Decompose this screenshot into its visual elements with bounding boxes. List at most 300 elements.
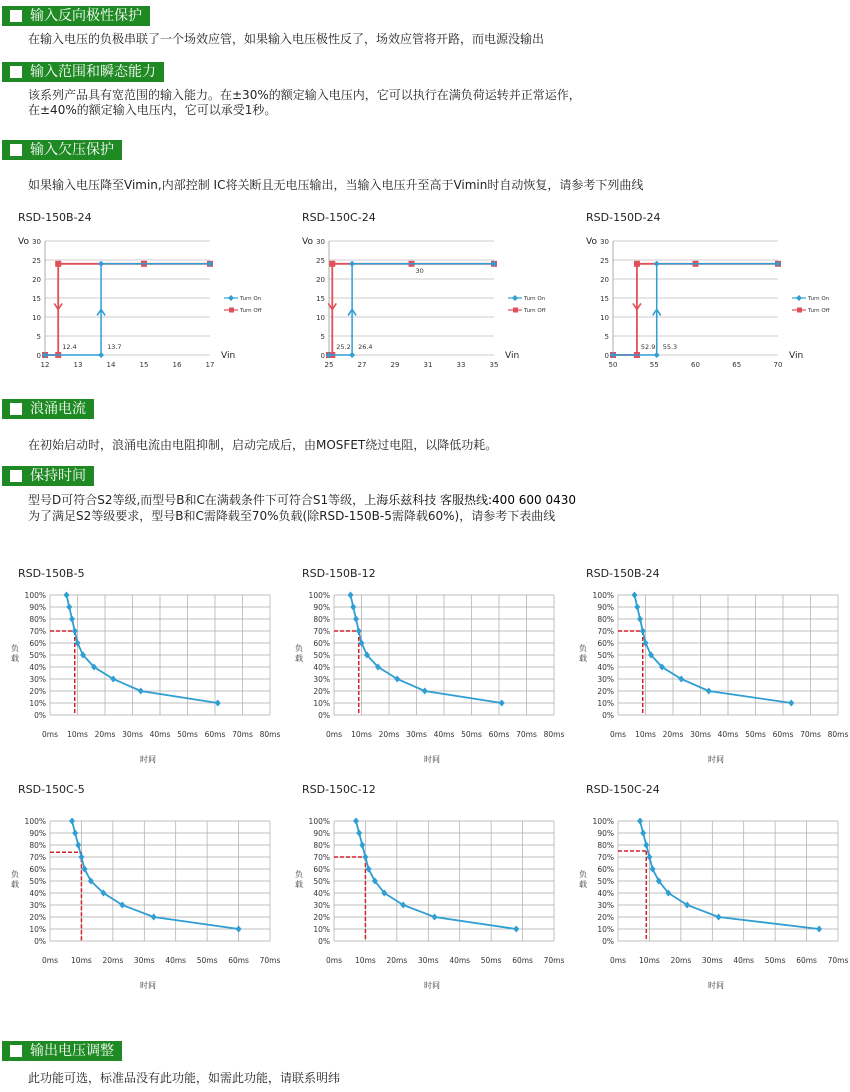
x-tick-label: 30ms: [690, 730, 711, 739]
section-title: 浪涌电流: [30, 401, 86, 417]
section-header-holdup: [2, 466, 94, 486]
x-tick-label: 30ms: [701, 956, 723, 965]
turn-on-marker: [349, 261, 355, 267]
x-tick-label: 60ms: [204, 730, 226, 739]
x-tick-label: 60ms: [772, 730, 794, 739]
legend-turn-off-marker: [797, 308, 802, 313]
y-tick-label: 10%: [29, 925, 46, 934]
holdup-data-point: [716, 914, 722, 921]
chart-title: RSD-150C-5: [18, 783, 85, 796]
input-range-text-2: 在±40%的额定输入电压内，它可以承受1秒。: [28, 103, 277, 117]
y-tick-label: 5: [320, 333, 325, 341]
holdup-text-1: [28, 493, 576, 508]
holdup-text-2: 为了满足S2等级要求，型号B和C需降载至70%负载(除RSD-150B-5需降载60%)，请参考下表曲线: [28, 509, 556, 523]
y-axis-label: 负: [11, 644, 19, 653]
holdup-data-point: [72, 628, 78, 635]
y-tick-label: 80%: [313, 841, 330, 850]
square-bullet-icon: [10, 144, 22, 156]
y-tick-label: 70%: [597, 627, 614, 636]
turn-on-marker: [654, 352, 660, 358]
x-tick-label: 0ms: [326, 956, 342, 965]
chart-title: RSD-150C-12: [302, 783, 376, 796]
x-axis-label: 时间: [708, 981, 724, 990]
x-tick-label: 27: [357, 361, 367, 369]
uvp-chart-d24: [568, 230, 838, 380]
holdup-chart-b5: [0, 585, 285, 765]
x-tick-label: 20ms: [670, 956, 692, 965]
holdup-curve: [72, 821, 239, 929]
y-tick-label: 40%: [597, 889, 614, 898]
y-tick-label: 100%: [308, 817, 330, 826]
x-tick-label: 0ms: [326, 730, 342, 739]
y-tick-label: 100%: [24, 591, 46, 600]
turn-on-marker: [98, 261, 104, 267]
x-tick-label: 60ms: [512, 956, 533, 965]
x-axis-label: Vin: [505, 351, 520, 361]
y-tick-label: 20%: [597, 687, 614, 696]
section-title: 输出电压调整: [30, 1043, 114, 1059]
x-tick-label: 30ms: [122, 730, 143, 739]
y-tick-label: 100%: [592, 591, 614, 600]
x-axis-label: 时间: [140, 981, 156, 990]
y-tick-label: 90%: [313, 829, 330, 838]
x-tick-label: 50ms: [480, 956, 502, 965]
y-axis-label: 负: [11, 870, 19, 879]
x-tick-label: 15: [139, 361, 149, 369]
turn-on-marker: [349, 352, 355, 358]
holdup-data-point: [422, 688, 428, 695]
x-tick-label: 70ms: [800, 730, 821, 739]
x-tick-label: 60ms: [228, 956, 249, 965]
y-tick-label: 10%: [597, 925, 614, 934]
holdup-data-point: [706, 688, 712, 695]
y-tick-label: 10%: [29, 699, 46, 708]
chart-title: RSD-150C-24: [302, 211, 376, 224]
chart-title: RSD-150B-24: [18, 211, 92, 224]
y-tick-label: 0: [320, 352, 325, 360]
y-tick-label: 50%: [313, 877, 330, 886]
y-tick-label: 70%: [29, 627, 46, 636]
x-axis-label: Vin: [221, 351, 236, 361]
x-tick-label: 50ms: [745, 730, 766, 739]
x-tick-label: 40ms: [717, 730, 739, 739]
x-tick-label: 70: [773, 361, 783, 369]
holdup-chart-c5: [0, 811, 285, 991]
x-tick-label: 70ms: [516, 730, 537, 739]
y-tick-label: 40%: [313, 889, 330, 898]
y-tick-label: 15: [316, 295, 325, 303]
legend-turn-on-marker: [228, 295, 234, 301]
turn-on-marker: [654, 261, 660, 267]
x-tick-label: 70ms: [259, 956, 281, 965]
holdup-data-point: [499, 700, 505, 707]
holdup-curve: [351, 595, 502, 703]
holdup-data-point: [362, 854, 368, 861]
square-bullet-icon: [10, 470, 22, 482]
y-tick-label: 25: [32, 257, 41, 265]
y-tick-label: 20%: [597, 913, 614, 922]
section-header-inrush: [2, 399, 94, 419]
y-tick-label: 25: [316, 257, 325, 265]
y-tick-label: 30: [600, 238, 609, 246]
x-tick-label: 50ms: [196, 956, 218, 965]
section-title: 保持时间: [30, 468, 86, 484]
square-bullet-icon: [10, 66, 22, 78]
y-tick-label: 0: [36, 352, 41, 360]
y-tick-label: 100%: [592, 817, 614, 826]
holdup-curve: [67, 595, 218, 703]
turn-off-marker: [55, 261, 61, 267]
y-tick-label: 30%: [597, 901, 614, 910]
y-tick-label: 0: [604, 352, 609, 360]
y-tick-label: 20: [316, 276, 325, 284]
y-tick-label: 50%: [597, 651, 614, 660]
y-tick-label: 40%: [597, 663, 614, 672]
y-tick-label: 60%: [29, 639, 46, 648]
x-tick-label: 10ms: [639, 956, 660, 965]
holdup-chart-b24: [568, 585, 848, 765]
y-tick-label: 25: [600, 257, 609, 265]
holdup-data-point: [634, 604, 640, 611]
y-tick-label: 80%: [597, 615, 614, 624]
x-tick-label: 0ms: [610, 730, 626, 739]
y-tick-label: 30%: [313, 901, 330, 910]
section-title: 输入欠压保护: [30, 142, 114, 158]
x-tick-label: 40ms: [433, 730, 455, 739]
holdup-text-1-main: 型号D可符合S2等级,而型号B和C在满载条件下可符合S1等级，: [28, 493, 365, 507]
y-tick-label: 20%: [29, 687, 46, 696]
y-tick-label: 30: [32, 238, 41, 246]
legend-label: Turn Off: [524, 308, 546, 314]
threshold-label: 12.4: [62, 343, 77, 351]
y-axis-label: 载: [579, 654, 587, 663]
x-tick-label: 50: [608, 361, 618, 369]
x-tick-label: 60: [691, 361, 700, 369]
holdup-data-point: [151, 914, 157, 921]
y-tick-label: 100%: [24, 817, 46, 826]
y-tick-label: 80%: [313, 615, 330, 624]
holdup-data-point: [816, 926, 822, 933]
holdup-data-point: [640, 628, 646, 635]
y-tick-label: 10: [600, 314, 609, 322]
holdup-curve: [356, 821, 516, 929]
x-tick-label: 10ms: [355, 956, 376, 965]
output-adjust-text: 此功能可选，标准品没有此功能，如需此功能，请联系明纬: [28, 1071, 341, 1085]
inrush-text: 在初始启动时，浪涌电流由电阻抑制，启动完成后，由MOSFET绕过电阻，以降低功耗。: [28, 438, 498, 452]
holdup-chart-c12: [284, 811, 569, 991]
section-title: 输入反向极性保护: [30, 8, 142, 24]
holdup-data-point: [72, 830, 78, 837]
y-tick-label: 5: [36, 333, 41, 341]
x-tick-label: 20ms: [94, 730, 116, 739]
y-tick-label: 15: [32, 295, 41, 303]
y-tick-label: 30%: [597, 675, 614, 684]
y-tick-label: 10%: [313, 925, 330, 934]
x-axis-label: 时间: [708, 755, 724, 764]
x-tick-label: 16: [172, 361, 182, 369]
y-tick-label: 80%: [29, 615, 46, 624]
square-bullet-icon: [10, 403, 22, 415]
y-tick-label: 10%: [597, 699, 614, 708]
x-tick-label: 50ms: [461, 730, 482, 739]
uvp-chart-b24: [0, 230, 270, 380]
holdup-curve: [640, 821, 819, 929]
x-tick-label: 70ms: [543, 956, 565, 965]
y-tick-label: 0%: [34, 937, 46, 946]
holdup-data-point: [643, 842, 649, 849]
holdup-data-point: [356, 830, 362, 837]
holdup-data-point: [394, 676, 400, 683]
x-tick-label: 10ms: [67, 730, 88, 739]
x-tick-label: 17: [205, 361, 215, 369]
y-tick-label: 40%: [29, 889, 46, 898]
turn-on-series-line: [329, 264, 494, 355]
y-tick-label: 60%: [313, 865, 330, 874]
y-tick-label: 90%: [29, 829, 46, 838]
legend-label: Turn Off: [808, 308, 830, 314]
holdup-chart-b12: [284, 585, 569, 765]
legend-label: Turn Off: [240, 308, 262, 314]
holdup-data-point: [69, 616, 75, 623]
y-axis-label: 载: [579, 880, 587, 889]
legend-label: Turn On: [524, 296, 546, 302]
y-axis-label: Vo: [586, 237, 597, 247]
turn-off-marker: [634, 261, 640, 267]
turn-on-marker: [98, 352, 104, 358]
x-tick-label: 25: [324, 361, 334, 369]
holdup-data-point: [110, 676, 116, 683]
threshold-label: 13.7: [107, 343, 122, 351]
x-tick-label: 80ms: [543, 730, 565, 739]
y-axis-label: 载: [295, 880, 303, 889]
x-tick-label: 20ms: [378, 730, 400, 739]
turn-on-series-line: [45, 264, 210, 355]
holdup-data-point: [640, 830, 646, 837]
point-label: 30: [415, 266, 424, 275]
x-tick-label: 10ms: [71, 956, 92, 965]
x-tick-label: 60ms: [488, 730, 510, 739]
x-tick-label: 40ms: [149, 730, 171, 739]
y-tick-label: 40%: [313, 663, 330, 672]
holdup-data-point: [356, 628, 362, 635]
section-header-undervoltage: [2, 140, 122, 160]
y-tick-label: 90%: [29, 603, 46, 612]
x-tick-label: 30ms: [133, 956, 155, 965]
y-tick-label: 60%: [597, 639, 614, 648]
y-tick-label: 60%: [313, 639, 330, 648]
holdup-data-point: [637, 818, 643, 825]
holdup-data-point: [788, 700, 794, 707]
y-tick-label: 50%: [597, 877, 614, 886]
section-header-output-adjust: [2, 1041, 122, 1061]
chart-title: RSD-150C-24: [586, 783, 660, 796]
x-tick-label: 30ms: [417, 956, 439, 965]
x-tick-label: 35: [489, 361, 499, 369]
y-axis-label: Vo: [302, 237, 313, 247]
x-tick-label: 65: [732, 361, 742, 369]
x-tick-label: 12: [40, 361, 50, 369]
chart-title: RSD-150B-24: [586, 567, 660, 580]
x-tick-label: 20ms: [102, 956, 124, 965]
legend-label: Turn On: [240, 296, 262, 302]
y-tick-label: 80%: [29, 841, 46, 850]
y-tick-label: 10: [32, 314, 41, 322]
holdup-data-point: [432, 914, 438, 921]
x-tick-label: 55: [649, 361, 659, 369]
x-tick-label: 70ms: [232, 730, 253, 739]
y-tick-label: 90%: [597, 603, 614, 612]
y-axis-label: 负: [295, 870, 303, 879]
y-axis-label: 负: [579, 870, 587, 879]
hotline-text: 上海乐兹科技 客服热线:400 600 0430: [364, 493, 577, 507]
y-tick-label: 5: [604, 333, 609, 341]
x-tick-label: 31: [423, 361, 433, 369]
y-tick-label: 70%: [313, 627, 330, 636]
holdup-data-point: [64, 592, 70, 599]
y-tick-label: 40%: [29, 663, 46, 672]
y-tick-label: 30: [316, 238, 325, 246]
x-tick-label: 40ms: [733, 956, 755, 965]
x-tick-label: 40ms: [165, 956, 187, 965]
y-tick-label: 50%: [29, 651, 46, 660]
holdup-data-point: [348, 592, 354, 599]
y-tick-label: 20%: [313, 687, 330, 696]
holdup-data-point: [637, 616, 643, 623]
y-tick-label: 30%: [313, 675, 330, 684]
x-tick-label: 60ms: [796, 956, 817, 965]
y-tick-label: 0%: [318, 937, 330, 946]
x-axis-label: Vin: [789, 351, 804, 361]
undervoltage-text: 如果输入电压降至Vimin,内部控制 IC将关断且无电压输出，当输入电压升至高于Vimin时自动恢复，请参考下列曲线: [28, 178, 644, 192]
x-tick-label: 30ms: [406, 730, 427, 739]
y-tick-label: 20%: [313, 913, 330, 922]
x-axis-label: 时间: [140, 755, 156, 764]
x-tick-label: 0ms: [42, 956, 58, 965]
y-axis-label: Vo: [18, 237, 29, 247]
y-tick-label: 100%: [308, 591, 330, 600]
holdup-data-point: [75, 842, 81, 849]
turn-off-marker: [329, 261, 335, 267]
y-tick-label: 20: [600, 276, 609, 284]
chart-title: RSD-150B-12: [302, 567, 376, 580]
threshold-label: 52.9: [640, 343, 656, 351]
holdup-data-point: [632, 592, 638, 599]
threshold-label: 25.2: [336, 343, 351, 351]
x-tick-label: 10ms: [351, 730, 372, 739]
x-tick-label: 20ms: [386, 956, 408, 965]
x-tick-label: 29: [390, 361, 400, 369]
y-axis-label: 负: [579, 644, 587, 653]
y-axis-label: 载: [295, 654, 303, 663]
y-tick-label: 80%: [597, 841, 614, 850]
y-tick-label: 90%: [313, 603, 330, 612]
holdup-data-point: [359, 842, 365, 849]
holdup-data-point: [215, 700, 221, 707]
turn-off-series-line: [45, 264, 210, 355]
section-header-reverse-polarity: [2, 6, 150, 26]
threshold-label: 55.3: [662, 343, 678, 351]
x-tick-label: 13: [73, 361, 83, 369]
holdup-data-point: [684, 902, 690, 909]
reverse-polarity-text: 在输入电压的负极串联了一个场效应管，如果输入电压极性反了，场效应管将开路，而电源没输出: [28, 32, 545, 46]
legend-turn-off-marker: [229, 308, 234, 313]
x-tick-label: 50ms: [177, 730, 198, 739]
square-bullet-icon: [10, 1045, 22, 1057]
holdup-data-point: [78, 854, 84, 861]
legend-label: Turn On: [808, 296, 830, 302]
y-tick-label: 30%: [29, 675, 46, 684]
holdup-data-point: [646, 854, 652, 861]
legend-turn-on-marker: [796, 295, 802, 301]
y-tick-label: 10: [316, 314, 325, 322]
x-tick-label: 80ms: [827, 730, 849, 739]
y-tick-label: 50%: [29, 877, 46, 886]
holdup-data-point: [353, 616, 359, 623]
x-tick-label: 0ms: [610, 956, 626, 965]
y-axis-label: 载: [11, 654, 19, 663]
holdup-chart-c24: [568, 811, 848, 991]
turn-off-series-line: [329, 264, 494, 355]
y-tick-label: 0%: [602, 711, 614, 720]
y-tick-label: 70%: [29, 853, 46, 862]
y-tick-label: 20%: [29, 913, 46, 922]
y-tick-label: 30%: [29, 901, 46, 910]
y-tick-label: 60%: [29, 865, 46, 874]
uvp-chart-c24: [284, 230, 554, 380]
y-tick-label: 0%: [34, 711, 46, 720]
x-tick-label: 10ms: [635, 730, 656, 739]
x-tick-label: 14: [106, 361, 116, 369]
y-tick-label: 15: [600, 295, 609, 303]
square-bullet-icon: [10, 10, 22, 22]
y-tick-label: 20: [32, 276, 41, 284]
y-tick-label: 0%: [602, 937, 614, 946]
chart-title: RSD-150B-5: [18, 567, 85, 580]
x-tick-label: 50ms: [764, 956, 786, 965]
x-tick-label: 70ms: [827, 956, 849, 965]
legend-turn-on-marker: [512, 295, 518, 301]
holdup-data-point: [353, 818, 359, 825]
x-tick-label: 80ms: [259, 730, 281, 739]
holdup-data-point: [350, 604, 356, 611]
y-tick-label: 70%: [313, 853, 330, 862]
holdup-data-point: [236, 926, 242, 933]
x-tick-label: 0ms: [42, 730, 58, 739]
holdup-data-point: [513, 926, 519, 933]
y-tick-label: 90%: [597, 829, 614, 838]
holdup-data-point: [119, 902, 125, 909]
x-tick-label: 40ms: [449, 956, 471, 965]
holdup-data-point: [66, 604, 72, 611]
legend-turn-off-marker: [513, 308, 518, 313]
y-tick-label: 0%: [318, 711, 330, 720]
x-tick-label: 20ms: [662, 730, 684, 739]
x-axis-label: 时间: [424, 755, 440, 764]
holdup-data-point: [400, 902, 406, 909]
threshold-label: 26.4: [358, 343, 373, 351]
section-title: 输入范围和瞬态能力: [30, 64, 156, 80]
y-tick-label: 10%: [313, 699, 330, 708]
section-header-input-range: [2, 62, 164, 82]
y-tick-label: 70%: [597, 853, 614, 862]
x-tick-label: 33: [456, 361, 466, 369]
y-tick-label: 50%: [313, 651, 330, 660]
holdup-data-point: [678, 676, 684, 683]
y-axis-label: 负: [295, 644, 303, 653]
y-axis-label: 载: [11, 880, 19, 889]
holdup-data-point: [69, 818, 75, 825]
holdup-data-point: [138, 688, 144, 695]
